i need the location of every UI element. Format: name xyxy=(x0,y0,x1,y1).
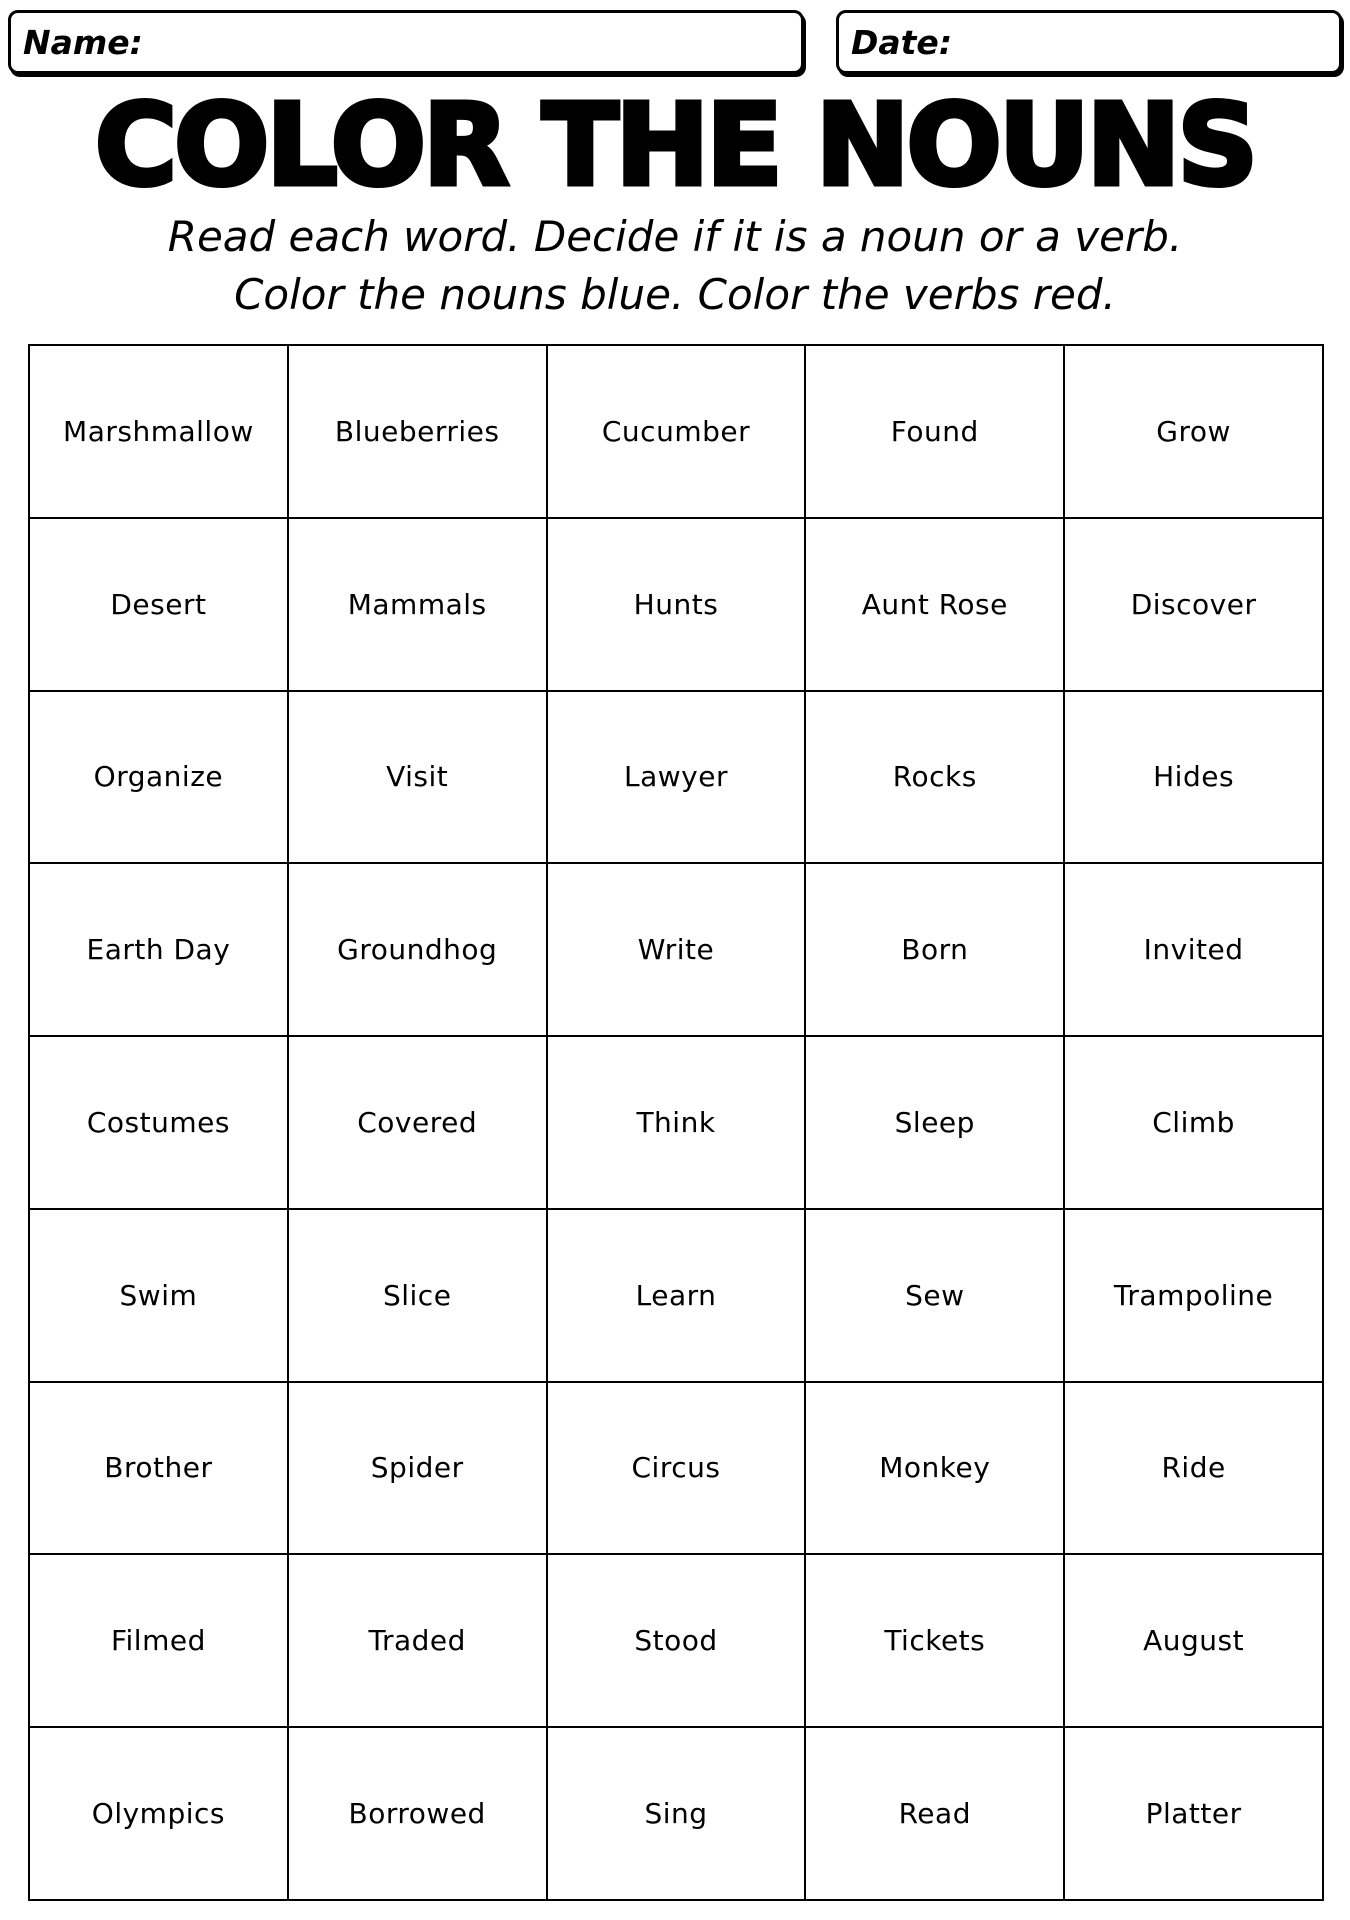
grid-row xyxy=(29,1554,1323,1727)
grid-row xyxy=(29,1209,1323,1382)
name-label: Name: xyxy=(23,23,143,62)
word-cell[interactable]: Costumes xyxy=(29,1036,288,1209)
word-cell[interactable]: Borrowed xyxy=(288,1727,547,1900)
word-cell[interactable]: Lawyer xyxy=(547,691,806,864)
word-cell[interactable]: Covered xyxy=(288,1036,547,1209)
grid-row xyxy=(29,1727,1323,1900)
word-cell[interactable]: Born xyxy=(805,863,1064,1036)
word-cell[interactable]: Discover xyxy=(1064,518,1323,691)
grid-row xyxy=(29,1036,1323,1209)
word-grid xyxy=(28,344,1324,1901)
word-cell[interactable]: Traded xyxy=(288,1554,547,1727)
word-cell[interactable]: Hunts xyxy=(547,518,806,691)
word-cell[interactable]: Write xyxy=(547,863,806,1036)
page-title: COLOR THE NOUNS xyxy=(94,81,1256,211)
word-cell[interactable]: Stood xyxy=(547,1554,806,1727)
word-cell[interactable]: Sew xyxy=(805,1209,1064,1382)
grid-row xyxy=(29,518,1323,691)
grid-row xyxy=(29,1382,1323,1555)
word-cell[interactable]: Found xyxy=(805,345,1064,518)
grid-row xyxy=(29,863,1323,1036)
grid-row xyxy=(29,691,1323,864)
word-cell[interactable]: Aunt Rose xyxy=(805,518,1064,691)
word-cell[interactable]: Grow xyxy=(1064,345,1323,518)
word-cell[interactable]: Organize xyxy=(29,691,288,864)
word-cell[interactable]: Mammals xyxy=(288,518,547,691)
word-cell[interactable]: Think xyxy=(547,1036,806,1209)
word-cell[interactable]: Rocks xyxy=(805,691,1064,864)
word-cell[interactable]: Platter xyxy=(1064,1727,1323,1900)
word-cell[interactable]: Groundhog xyxy=(288,863,547,1036)
word-cell[interactable]: Circus xyxy=(547,1382,806,1555)
instructions-line-1: Read each word. Decide if it is a noun or a verb. xyxy=(167,212,1183,261)
date-label: Date: xyxy=(851,23,953,62)
word-cell[interactable]: Marshmallow xyxy=(29,345,288,518)
word-cell[interactable]: Trampoline xyxy=(1064,1209,1323,1382)
word-cell[interactable]: Invited xyxy=(1064,863,1323,1036)
word-cell[interactable]: August xyxy=(1064,1554,1323,1727)
word-cell[interactable]: Filmed xyxy=(29,1554,288,1727)
grid-row xyxy=(29,345,1323,518)
word-cell[interactable]: Brother xyxy=(29,1382,288,1555)
word-cell[interactable]: Sing xyxy=(547,1727,806,1900)
name-field[interactable] xyxy=(8,10,804,74)
word-cell[interactable]: Desert xyxy=(29,518,288,691)
instructions xyxy=(0,208,1350,324)
instructions-line-2: Color the nouns blue. Color the verbs red. xyxy=(234,270,1116,319)
word-cell[interactable]: Blueberries xyxy=(288,345,547,518)
word-cell[interactable]: Olympics xyxy=(29,1727,288,1900)
word-cell[interactable]: Visit xyxy=(288,691,547,864)
word-cell[interactable]: Slice xyxy=(288,1209,547,1382)
word-cell[interactable]: Read xyxy=(805,1727,1064,1900)
word-cell[interactable]: Spider xyxy=(288,1382,547,1555)
word-cell[interactable]: Tickets xyxy=(805,1554,1064,1727)
word-cell[interactable]: Swim xyxy=(29,1209,288,1382)
word-cell[interactable]: Monkey xyxy=(805,1382,1064,1555)
word-cell[interactable]: Sleep xyxy=(805,1036,1064,1209)
word-cell[interactable]: Ride xyxy=(1064,1382,1323,1555)
word-cell[interactable]: Hides xyxy=(1064,691,1323,864)
word-cell[interactable]: Earth Day xyxy=(29,863,288,1036)
date-field[interactable] xyxy=(836,10,1342,74)
word-cell[interactable]: Cucumber xyxy=(547,345,806,518)
word-cell[interactable]: Learn xyxy=(547,1209,806,1382)
word-cell[interactable]: Climb xyxy=(1064,1036,1323,1209)
